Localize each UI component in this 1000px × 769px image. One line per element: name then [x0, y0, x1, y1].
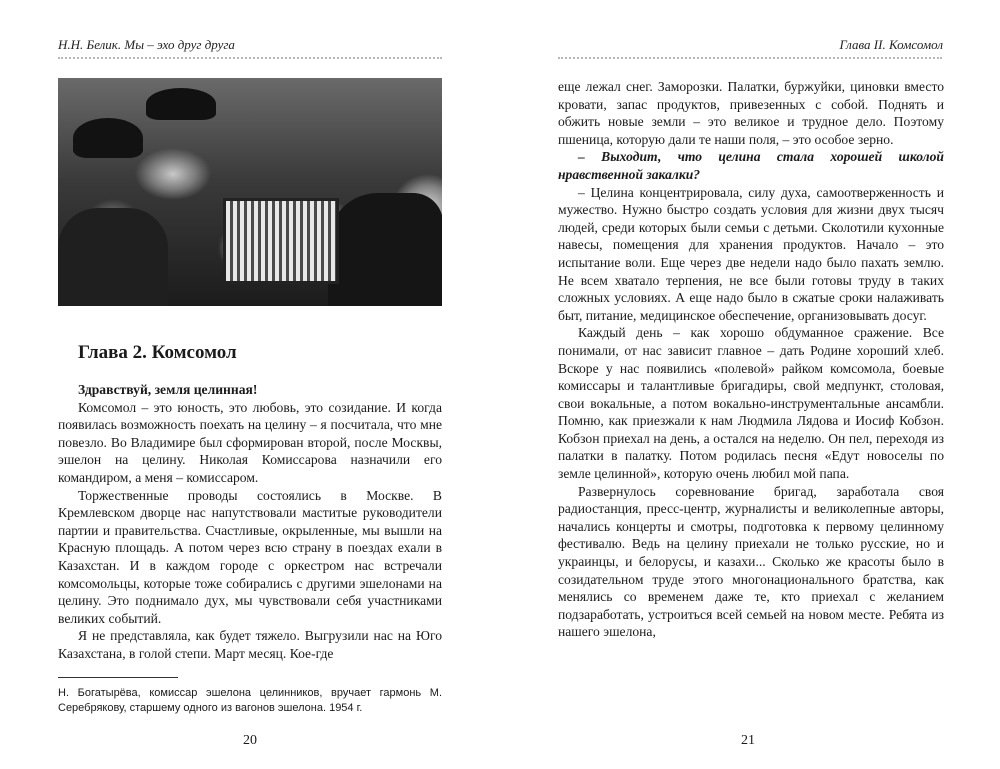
section-subhead: Здравствуй, земля целинная!	[78, 382, 258, 397]
photo-figure-right	[328, 193, 442, 306]
right-running-header: Глава II. Комсомол	[839, 37, 943, 52]
paragraph: – Целина концентрировала, силу духа, самоотверженность и мужество. Нужно быстро создать условия для жизни двух тысяч людей, среди которых были семьи с детьми. Сколотили кухонные навесы, помещения для хранения продуктов. Начало – это испытание воли. Еще через две недели надо было пахать землю. Не всем хватало терпения, не все были готовы труду в таких сложных условиях. А еще надо было в сжатые сроки налаживать быт, питание, медицинское обеспечение, организовывать досуг.	[558, 184, 944, 323]
footnote-rule	[58, 677, 178, 678]
paragraph: Каждый день – как хорошо обдуманное сражение. Все понимали, от нас зависит главное – дать Родине хороший хлеб. Вскоре у нас появились «полевой» райком комсомола, боевые комиссары и талантливые бригадиры, свой медпункт, столовая, свои вокальные, а потом вокально-инструментальные ансамбли. Помню, как приезжали к нам Людмила Лядова и Иосиф Кобзон. Кобзон приехал на день, а остался на неделю. Он пел, переходя из палатки в палатку. Потом родилась песня «Едут новоселы по земле целинной», которую очень любил мой папа.	[558, 325, 944, 482]
archival-photo	[58, 78, 442, 306]
chapter-title: Глава 2. Комсомол	[78, 342, 237, 363]
left-body-text	[58, 381, 442, 663]
paragraph: Комсомол – это юность, это любовь, это созидание. И когда появилась возможность поехать на целину – я посчитала, что мне повезло. Во Владимире был сформирован второй, после Москвы, эшелон на целину. Николая Комиссарова назначили его командиром, а меня – комиссаром.	[58, 399, 442, 485]
interview-question: – Выходит, что целина стала хорошей школой нравственной закалки?	[558, 149, 944, 182]
paragraph: Торжественные проводы состоялись в Москве. В Кремлевском дворце нас напутствовали маститые руководители партии и правительства. Счастливые, окрыленные, мы вышли на Красную площадь. А потом через всю страну в поездах ехали в Казахстан. И в каждом городе с оркестром нас встречали комсомольцы, которые тоже собирались с другими эшелонами на целину. Это поднимало дух, мы чувствовали себя участниками великих событий.	[58, 487, 442, 626]
right-body-text	[558, 78, 944, 641]
photo-accordion	[223, 198, 339, 284]
photo-cap	[146, 88, 216, 120]
paragraph: Развернулось соревнование бригад, заработала своя радиостанция, пресс-центр, журналисты и великолепные авторы, начались концерты и смотры, подготовка к первому целинному фестивалю. Ведь на целину приехали не только русские, но и украинцы, и белорусы, и казахи... Сколько же красоты было в созидательном труде этого многонационального братства, как менялись со временем даже те, кто приехал с желанием подзаработать, устроиться всей семьей на новом месте. Ребята из нашего эшелона,	[558, 483, 944, 640]
right-header-rule	[558, 57, 942, 59]
photo-figure-left	[58, 208, 168, 306]
left-running-header: Н.Н. Белик. Мы – эхо друг друга	[58, 37, 235, 52]
photo-cap-boy	[73, 118, 143, 158]
paragraph: Я не представляла, как будет тяжело. Выгрузили нас на Юго Казахстана, в голой степи. Март месяц. Кое-где	[58, 628, 442, 661]
paragraph-continued: еще лежал снег. Заморозки. Палатки, буржуйки, циновки вместо кровати, запас продуктов, привезенных с собой. Поднять и обжить новые земли – это великое и трудное дело. Поэтому пшеница, которую дали те наши поля, – это особое зерно.	[558, 79, 944, 147]
photo-caption-footnote: Н. Богатырёва, комиссар эшелона целинников, вручает гармонь М. Серебрякову, старшему одного из вагонов эшелона. 1954 г.	[58, 687, 442, 714]
left-header-rule	[58, 57, 442, 59]
page-number-right: 21	[741, 733, 755, 748]
page-number-left: 20	[243, 733, 257, 748]
right-page	[500, 0, 1000, 769]
